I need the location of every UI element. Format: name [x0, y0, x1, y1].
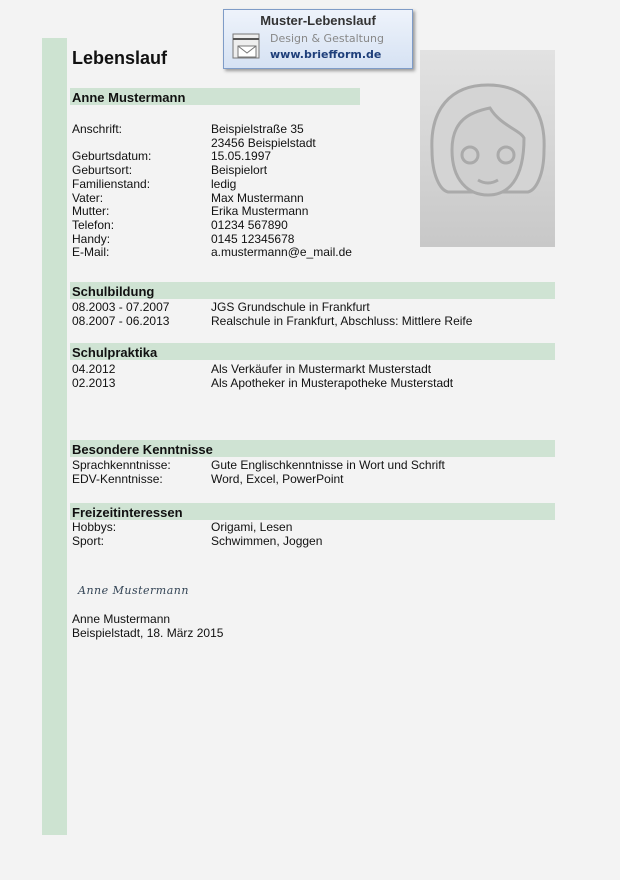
row-label: 04.2012	[72, 362, 116, 376]
row-value: Schwimmen, Joggen	[211, 533, 323, 548]
row-value: Realschule in Frankfurt, Abschluss: Mittlere Reife	[211, 313, 473, 328]
brand-banner[interactable]	[223, 9, 413, 69]
row-value: Erika Mustermann	[211, 204, 309, 219]
banner-title: Muster-Lebenslauf	[260, 13, 376, 28]
row-value: a.mustermann@e_mail.de	[211, 245, 352, 260]
row-value: Beispielort	[211, 163, 268, 178]
row-value: Gute Englischkenntnisse in Wort und Schrift	[211, 458, 445, 472]
footer-place-date: Beispielstadt, 18. März 2015	[72, 626, 224, 640]
row-label: 08.2007 - 06.2013	[72, 313, 170, 328]
side-stripe	[42, 38, 67, 835]
row-value: ledig	[211, 176, 237, 191]
row-label: Vater:	[72, 190, 104, 205]
row-label: Handy:	[72, 231, 111, 246]
row-value: 0145 12345678	[211, 231, 295, 246]
row-value: 01234 567890	[211, 217, 288, 232]
row-label: EDV-Kenntnisse:	[72, 471, 163, 486]
row-label: E-Mail:	[72, 245, 110, 260]
name-heading: Anne Mustermann	[70, 88, 360, 105]
row-value: Word, Excel, PowerPoint	[211, 471, 344, 486]
section-schulbildung: Schulbildung	[70, 282, 555, 299]
row-value: Als Apotheker in Musterapotheke Musterstadt	[211, 375, 454, 390]
row-value: Origami, Lesen	[211, 520, 293, 534]
row-label: 08.2003 - 07.2007	[72, 300, 170, 314]
row-label: Anschrift:	[72, 122, 123, 136]
row-label: Telefon:	[72, 217, 115, 232]
envelope-icon	[232, 32, 262, 62]
row-value: Beispielstraße 35	[211, 122, 304, 136]
row-label: Familienstand:	[72, 176, 151, 191]
section-freizeit: Freizeitinteressen	[70, 503, 555, 520]
row-value: 15.05.1997	[211, 149, 272, 164]
section-schulpraktika: Schulpraktika	[70, 343, 555, 360]
row-label: Sport:	[72, 533, 105, 548]
row-label: Mutter:	[72, 204, 110, 219]
row-label: Geburtsdatum:	[72, 149, 152, 164]
footer-name: Anne Mustermann	[72, 612, 171, 626]
banner-subtitle: Design & Gestaltung	[270, 32, 384, 45]
photo-placeholder	[420, 50, 555, 247]
banner-url[interactable]: www.briefform.de	[270, 48, 382, 61]
row-label: Sprachkenntnisse:	[72, 458, 171, 472]
avatar-icon	[420, 50, 555, 247]
row-value: 23456 Beispielstadt	[211, 135, 316, 150]
row-value: JGS Grundschule in Frankfurt	[211, 300, 370, 314]
row-label: Hobbys:	[72, 520, 117, 534]
signature: Anne Mustermann	[78, 584, 189, 597]
row-label: 02.2013	[72, 375, 116, 390]
section-kenntnisse: Besondere Kenntnisse	[70, 440, 555, 457]
row-value: Max Mustermann	[211, 190, 304, 205]
row-value: Als Verkäufer in Mustermarkt Musterstadt	[211, 362, 432, 376]
page-title: Lebenslauf	[72, 48, 168, 68]
row-label: Geburtsort:	[72, 163, 133, 178]
